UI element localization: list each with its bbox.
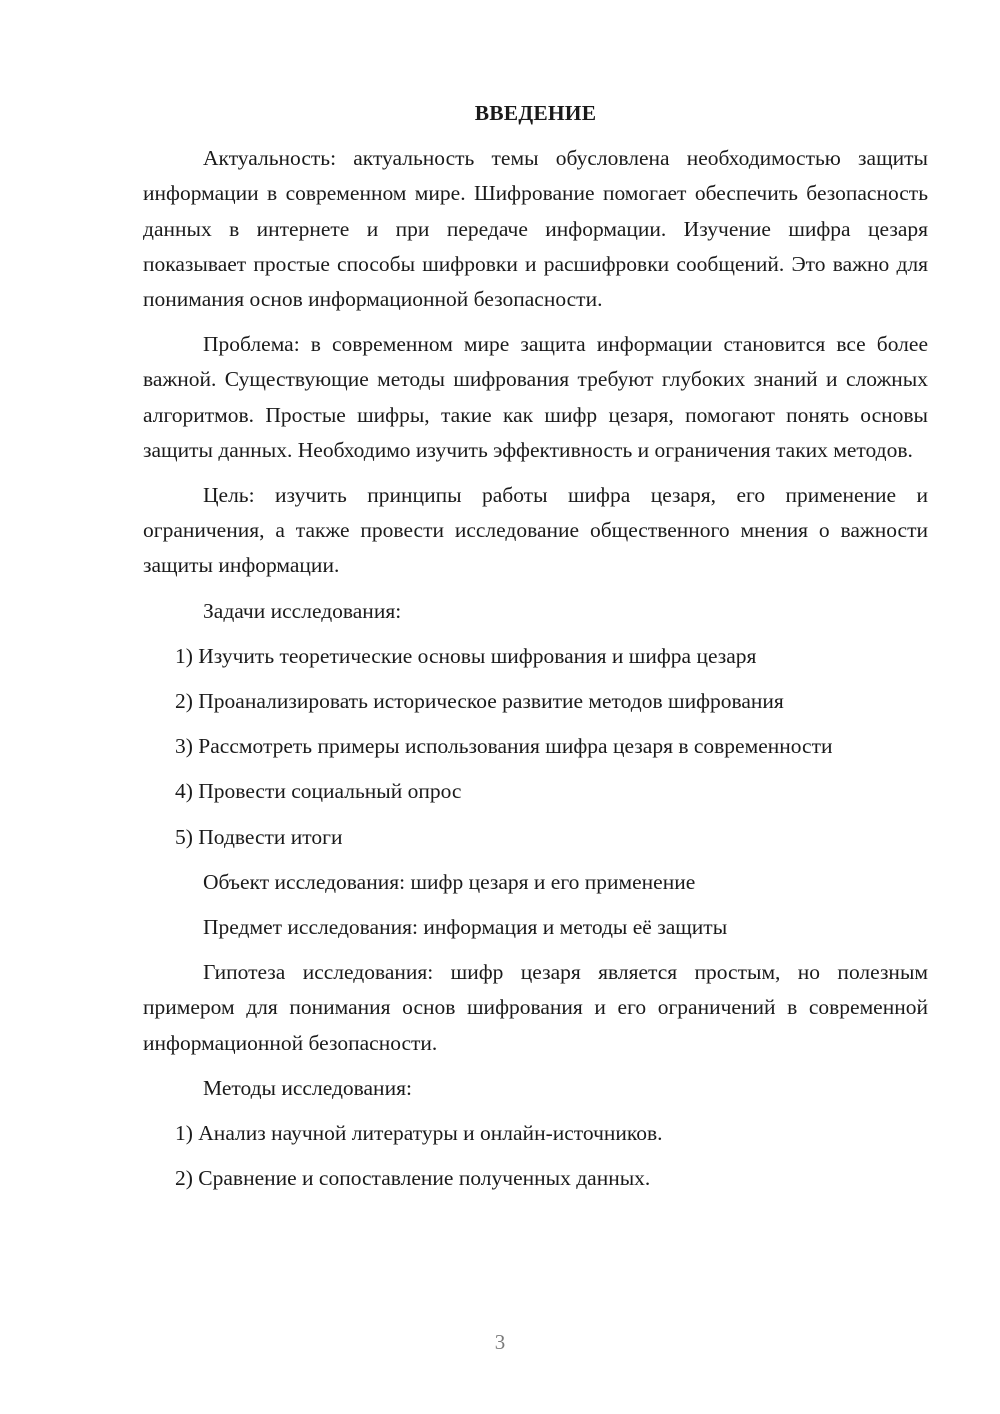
hypothesis-paragraph: Гипотеза исследования: шифр цезаря является простым, но полезным примером для понимания основ шифрования и его ограничений в современной информационной безопасности. [143,960,928,1055]
method-item: 1) Анализ научной литературы и онлайн-источников. [175,1121,663,1146]
task-item: 5) Подвести итоги [175,824,343,849]
tasks-heading: Задачи исследования: [203,598,402,623]
task-item: 4) Провести социальный опрос [175,779,462,804]
task-item: 3) Рассмотреть примеры использования шифра цезаря в современности [175,734,833,759]
document-body [143,96,928,1206]
subject-line: Предмет исследования: информация и методы её защиты [203,915,728,940]
problem-paragraph: Проблема: в современном мире защита информации становится все более важной. Существующие методы шифрования требуют глубоких знаний и сложных алгоритмов. Простые шифры, такие как шифр цезаря, помогают понять основы защиты данных. Необходимо изучить эффективность и ограничения таких методов. [143,332,928,462]
page-title: ВВЕДЕНИЕ [474,101,597,125]
methods-heading: Методы исследования: [203,1075,412,1100]
task-item: 1) Изучить теоретические основы шифрования и шифра цезаря [175,643,757,668]
task-item: 2) Проанализировать историческое развитие методов шифрования [175,689,784,714]
method-item: 2) Сравнение и сопоставление полученных данных. [175,1166,651,1191]
relevance-paragraph: Актуальность: актуальность темы обусловлена необходимостью защиты информации в современном мире. Шифрование помогает обеспечить безопасность данных в интернете и при передаче информации. Изучение шифра цезаря показывает простые способы шифровки и расшифровки сообщений. Это важно для понимания основ информационной безопасности. [143,146,928,312]
object-line: Объект исследования: шифр цезаря и его применение [203,869,696,894]
goal-paragraph: Цель: изучить принципы работы шифра цезаря, его применение и ограничения, а также провести исследование общественного мнения о важности защиты информации. [143,483,928,578]
page-number: 3 [494,1330,506,1354]
